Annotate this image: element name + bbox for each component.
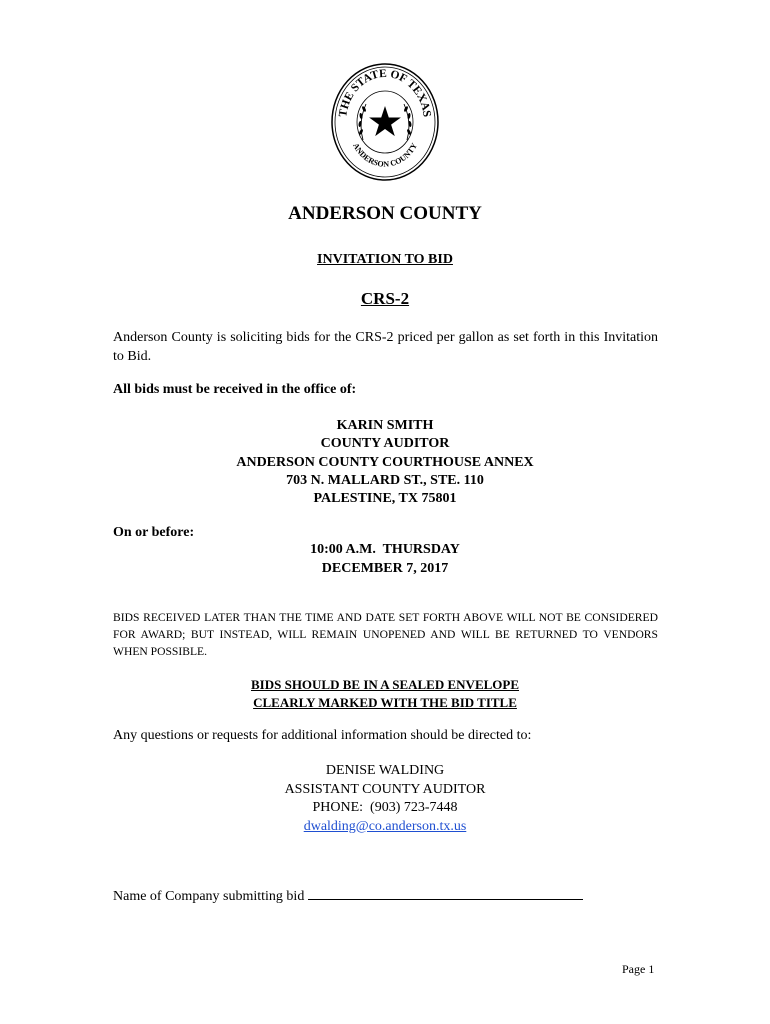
bid-name-heading: CRS-2	[360, 289, 410, 308]
questions-label: Any questions or requests for additional information should be directed to:	[113, 728, 532, 743]
deadline-time: 10:00 A.M. THURSDAY	[310, 542, 460, 557]
sealed-envelope-notice	[0, 676, 770, 711]
office-street: 703 N. MALLARD ST., STE. 110	[286, 472, 484, 488]
star-icon	[369, 106, 401, 136]
sealed-line-2: CLEARLY MARKED WITH THE BID TITLE	[253, 694, 517, 710]
office-name: KARIN SMITH	[336, 418, 434, 433]
contact-phone: PHONE: (903) 723-7448	[312, 800, 458, 815]
office-building: ANDERSON COUNTY COURTHOUSE ANNEX	[236, 454, 534, 470]
seal-top-text: THE STATE OF TEXAS	[337, 67, 433, 118]
office-city: PALESTINE, TX 75801	[313, 491, 457, 507]
invitation-heading: INVITATION TO BID	[317, 252, 453, 267]
deadline-label: On or before:	[113, 525, 195, 540]
company-label: Name of Company submitting bid	[113, 889, 305, 904]
company-field	[113, 887, 583, 905]
late-notice: BIDS RECEIVED LATER THAN THE TIME AND DATE SET FORTH ABOVE WILL NOT BE CONSIDERED FOR AWARD; BUT INSTEAD, WILL REMAIN UNOPENED AND WILL BE RETURNED TO VENDORS WHEN POSSIBLE.	[113, 611, 658, 658]
contact-title: ASSISTANT COUNTY AUDITOR	[284, 781, 486, 797]
contact-email-link[interactable]: dwalding@co.anderson.tx.us	[303, 818, 467, 834]
contact-name: DENISE WALDING	[325, 763, 445, 778]
office-title: COUNTY AUDITOR	[320, 436, 450, 452]
sealed-line-1: BIDS SHOULD BE IN A SEALED ENVELOPE	[250, 677, 520, 692]
contact-block	[0, 762, 770, 836]
deadline	[0, 541, 770, 578]
page-number: Page 1	[622, 962, 655, 976]
intro-paragraph: Anderson County is soliciting bids for the CRS-2 priced per gallon as set forth in this Invitation to Bid.	[113, 330, 658, 364]
county-seal	[330, 62, 440, 182]
seal-bottom-text: ANDERSON COUNTY	[351, 141, 419, 169]
deadline-date: DECEMBER 7, 2017	[321, 560, 449, 576]
county-title: ANDERSON COUNTY	[288, 203, 482, 224]
company-signature-line[interactable]	[308, 887, 583, 900]
received-label: All bids must be received in the office of:	[113, 382, 357, 397]
office-address	[0, 417, 770, 508]
